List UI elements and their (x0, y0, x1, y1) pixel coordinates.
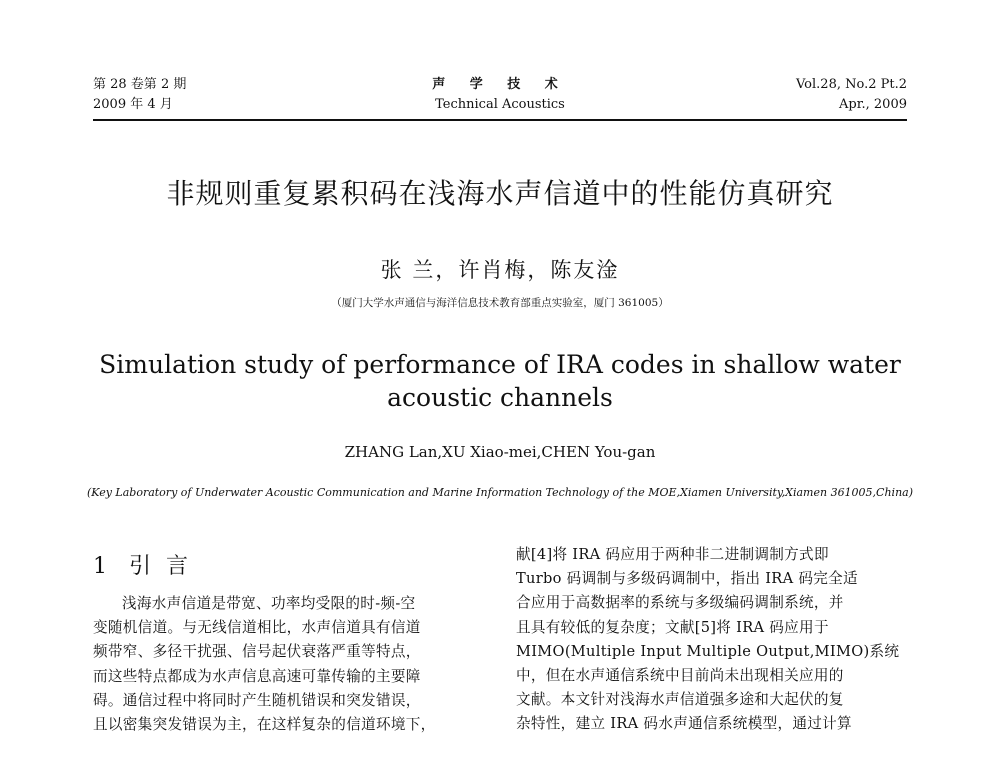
body-line: MIMO(Multiple Input Multiple Output,MIMO)系统 (516, 642, 900, 660)
volume-issue-en: Vol.28, No.2 Pt.2 (795, 77, 907, 92)
body-line: 而这些特点都成为水声信息高速可靠传输的主要障 (93, 667, 421, 685)
body-column-left (93, 592, 493, 737)
body-line: 变随机信道。与无线信道相比，水声信道具有信道 (93, 619, 421, 637)
journal-volume-info-en (796, 75, 907, 115)
journal-name-en: Technical Acoustics (435, 97, 565, 112)
header-rule (93, 119, 907, 121)
section-number: 1 (93, 554, 111, 579)
section-title: 引 言 (129, 554, 192, 579)
body-line: 浅海水声信道是带宽、功率均受限的时-频-空 (122, 595, 416, 612)
paper-title-en-line1: Simulation study of performance of IRA codes in shallow water (99, 350, 901, 379)
body-line: Turbo 码调制与多级码调制中，指出 IRA 码完全适 (516, 570, 858, 588)
section-heading (93, 549, 192, 580)
volume-issue: 第 28 卷第 2 期 (93, 77, 187, 92)
body-line: 合应用于高数据率的系统与多级编码调制系统，并 (516, 594, 844, 612)
paper-title-en (0, 348, 1000, 414)
body-line: 献[4]将 IRA 码应用于两种非二进制调制方式即 (516, 546, 829, 563)
journal-name-cn: 声 学 技 术 (432, 77, 568, 92)
body-line: 杂特性，建立 IRA 码水声通信系统模型，通过计算 (516, 715, 852, 733)
authors-en: ZHANG Lan,XU Xiao-mei,CHEN You-gan (344, 443, 656, 461)
publication-date-en: Apr., 2009 (839, 97, 907, 112)
publication-date-cn: 2009 年 4 月 (93, 97, 173, 112)
affiliation-cn: （厦门大学水声通信与海洋信息技术教育部重点实验室，厦门 361005） (331, 297, 669, 309)
body-column-right (516, 543, 916, 737)
body-line: 碍。通信过程中将同时产生随机错误和突发错误， (93, 691, 421, 709)
body-line: 频带窄、多径干扰强、信号起伏衰落严重等特点， (93, 643, 421, 661)
body-line: 文献。本文针对浅海水声信道强多途和大起伏的复 (516, 691, 844, 709)
body-line: 且以密集突发错误为主，在这样复杂的信道环境下， (93, 716, 436, 734)
body-line: 且具有较低的复杂度；文献[5]将 IRA 码应用于 (516, 618, 829, 636)
paper-title-cn: 非规则重复累积码在浅海水声信道中的性能仿真研究 (166, 177, 834, 210)
paper-title-en-line2: acoustic channels (387, 383, 613, 412)
affiliation-en: (Key Laboratory of Underwater Acoustic Communication and Marine Information Technology of the MOE,Xiamen University,Xiamen 361005,China) (86, 486, 914, 499)
body-line: 中，但在水声通信系统中目前尚未出现相关应用的 (516, 667, 844, 685)
authors-cn: 张 兰，许肖梅，陈友淦 (380, 258, 620, 282)
